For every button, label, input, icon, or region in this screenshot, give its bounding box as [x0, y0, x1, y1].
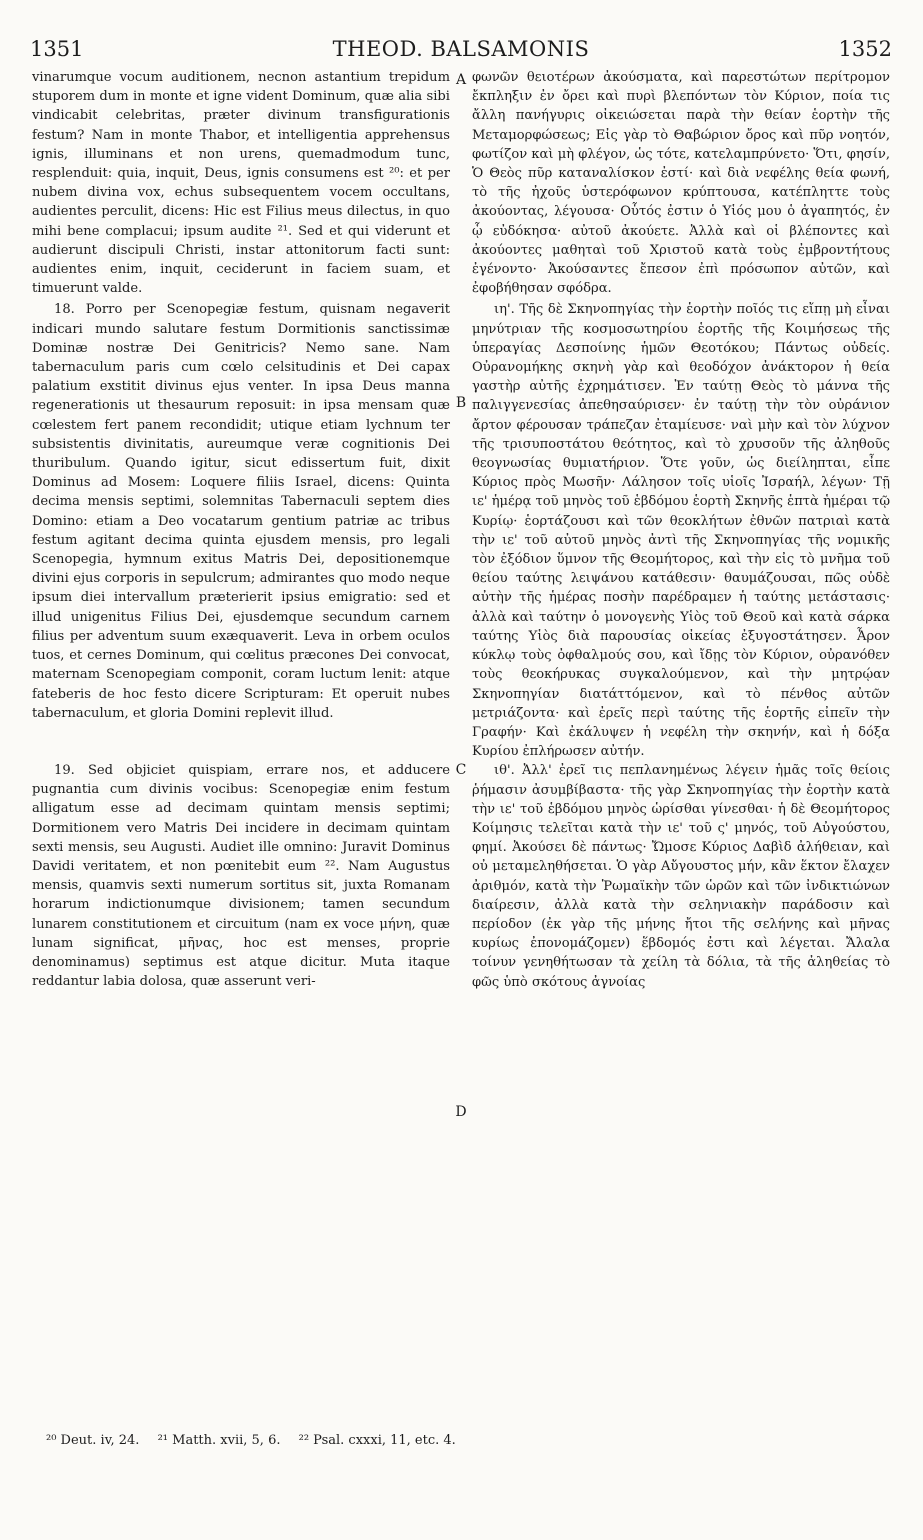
greek-paragraph-18: ιη'. Τῆς δὲ Σκηνοπηγίας τὴν ἑορτὴν ποῖός τις εἴπῃ μὴ εἶναι μηνύτριαν τῆς κοσμοσωτηρίου ἑορτῆς τῆς Κοιμήσεως τῆς ὑπεραγίας Δεσποίνης ἡμῶν Θεοτόκου; Πάντως οὐδείς. Οὐρανομήκης σκηνὴ γὰρ καὶ θεοδόχον ἀνάκτορον ἡ θεία γαστὴρ αὐτῆς ἐχρημάτισεν. Ἐν ταύτῃ Θεὸς τὸ μάννα τῆς παλιγγενεσίας ἀπεθησαύρισεν· ἐν ταύτῃ τὴν τὸν οὐράνιον ἄρτον φέρουσαν τράπεζαν ἐταμίευσε· ναὶ μὴν καὶ τὸν λύχνον τῆς τρισυποστάτου θεότητος, καὶ τὸ χρυσοῦν τῆς ἀληθοῦς θεογνωσίας θυμιατήριον. Ὅτε γοῦν, ὡς διείληπται, εἶπε Κύριος πρὸς Μωσῆν· Λάλησον τοῖς υἱοῖς Ἰσραήλ, λέγων· Τῇ ιε' ἡμέρᾳ τοῦ μηνὸς τοῦ ἑβδόμου ἑορτὴ Σκηνῆς ἑπτὰ ἡμέραι τῷ Κυρίῳ· ἑορτάζουσι καὶ τῶν θεοκλήτων ἐθνῶν πατριαὶ κατὰ τὴν ιε' τοῦ αὐτοῦ μηνὸς ἀντὶ τῆς Σκηνοπηγίας τῆς νομικῆς τὸν ἐξόδιον ὕμνον τῆς Θεομήτορος, καὶ τὴν εἰς τὸ μνῆμα τοῦ θείου ταύτης λειψάνου κατάθεσιν· θαυμάζουσαι, πῶς οὐδὲ αὐτὴν τῆς ἡμέρας ποσὴν παρέδραμεν ἡ ταύτης μετάστασις· ἀλλὰ καὶ ταύτην ὁ μονογενὴς Υἱὸς τοῦ Θεοῦ καὶ κατὰ σάρκα ταύτης Υἱὸς διὰ παρουσίας οἰκείας ἐξυγοστάτησεν. Ἆρον κύκλῳ τοὺς ὀφθαλμούς σου, καὶ ἴδῃς τὸν Κύριον, οὐρανόθεν τοὺς θεοκήρυκας συγκαλούμενον, καὶ τὴν μητρῴαν Σκηνοπηγίαν διατάττόμενον, καὶ τὸ πένθος αὐτῶν μετριάζοντα· καὶ ἐρεῖς περὶ ταύτης τῆς ἑορτῆς εἰπεῖν τὴν Γραφήν· Καὶ ἐκάλυψεν ἡ νεφέλη τὴν σκηνήν, καὶ ἡ δόξα Κυρίου ἐπλήρωσεν αὐτήν.	[472, 302, 890, 760]
footnotes	[46, 1432, 886, 1450]
greek-column	[472, 68, 890, 992]
column-gap	[32, 723, 450, 761]
footnote-21: ²¹ Matth. xvii, 5, 6.	[157, 1433, 281, 1448]
greek-paragraph-19: ιθ'. Ἀλλ' ἐρεῖ τις πεπλανημένως λέγειν ἡμᾶς τοῖς θείοις ῥήμασιν ἀσυμβίβαστα· τῆς γὰρ Σκηνοπηγίας τὴν ἑορτὴν κατὰ τὴν ιε' τοῦ ἑβδόμου μηνὸς ὡρίσθαι γίνεσθαι· ἡ δὲ Θεομήτορος Κοίμησις τελεῖται κατὰ τὴν ιε' τοῦ ς' μηνός, τοῦ Αὐγούστου, φημί. Ἀκούσει δὲ πάντως· Ὤμοσε Κύριος Δαβὶδ ἀλήθειαν, καὶ οὐ μεταμεληθήσεται. Ὁ γὰρ Αὔγουστος μήν, κἂν ἕκτον ἔλαχεν ἀριθμόν, κατὰ τὴν Ῥωμαϊκὴν τῶν ὡρῶν καὶ τῶν ἰνδικτιώνων διαίρεσιν, ἀλλὰ κατὰ τὴν σεληνιακὴν παράδοσιν καὶ περίοδον (ἐκ γὰρ τῆς μήνης ἤτοι τῆς σελήνης καὶ μῆνας κυρίως ἐπονομάζομεν) ἕβδομός ἐστι καὶ λέγεται. Ἄλαλα τοίνυν γενηθήτωσαν τὰ χείλη τὰ δόλια, τὰ τῆς ἀληθείας τὸ φῶς ὑπὸ σκότους ἀγνοίας	[472, 763, 890, 990]
margin-letter-b: B	[455, 395, 467, 411]
margin-letter-d: D	[455, 1104, 467, 1120]
latin-column	[32, 68, 450, 991]
margin-letter-a: A	[455, 72, 467, 88]
latin-paragraph-18: 18. Porro per Scenopegiæ festum, quisnam negaverit indicari mundo salutare festum Dormitionis sanctissimæ Dominæ nostræ Dei Genitricis? Nemo sane. Nam tabernaculum paris cum cœlo celsitudinis et Dei capax palatium exstitit divinus ejus venter. In ipsa Deus manna regenerationis ut thesaurum reposuit: in ipsa mensam quæ cœlestem fert panem recondidit; utique etiam lychnum ter subsistentis divinitatis, aureumque veræ cognitionis Dei thuribulum. Quando igitur, sicut edissertum fuit, dixit Dominus ad Mosem: Loquere filiis Israel, dicens: Quinta decima mensis septimi, solemnitas Tabernaculi septem dies Domino: etiam a Deo vocatarum gentium patriæ ac tribus festum agitant decima quinta ejusdem mensis, pro legali Scenopegia, hymnum exitus Matris Dei, depositionemque divini ejus corporis in sepulcrum; admirantes quo modo neque ipsum diei intervallum præterierit ipsius emigratio: sed et illud unigenitus Filius Dei, ejusdemque secundum carnem filius per adventum suum exæquaverit. Leva in orbem oculos tuos, et cernes Dominum, qui cœlitus præcones Dei convocat, maternam Scenopegiam componit, coram luctum lenit: atque fateberis de hoc festo dicere Scripturam: Et operuit nubes tabernaculum, et gloria Domini replevit illud.	[32, 302, 450, 721]
latin-paragraph-17: vinarumque vocum auditionem, necnon astantium trepidum stuporem dum in monte et igne vident Dominum, quæ alia sibi vindicabit celebritas, præter divinum transfigurationis festum? Nam in monte Thabor, et intelligentia apprehensus ignis, illuminans et non urens, quemadmodum tunc, resplenduit: quia, inquit, Deus, ignis consumens est ²⁰: et per nubem divina vox, echus subsequentem vocem occultans, audientes perculit, dicens: Hic est Filius meus dilectus, in quo mihi bene complacui; ipsum audite ²¹. Sed et qui viderunt et audierunt discipuli Christi, instar attonitorum facti sunt: audientes enim, inquit, ceciderunt in faciem suam, et timuerunt valde.	[32, 70, 450, 297]
running-title: THEOD. BALSAMONIS	[332, 37, 590, 61]
margin-letter-c: C	[455, 762, 467, 778]
footnote-22: ²² Psal. cxxxi, 11, etc. 4.	[298, 1433, 456, 1448]
greek-paragraph-17: φωνῶν θειοτέρων ἀκούσματα, καὶ παρεστώτων περίτρομον ἔκπληξιν ἐν ὄρει καὶ πυρὶ βλεπόντων τὸν Κύριον, ποία τις ἄλλη πανήγυρις οἰκειώσεται παρὰ τὴν θείαν ἑορτὴν τῆς Μεταμορφώσεως; Εἰς γὰρ τὸ Θαβώριον ὄρος καὶ πῦρ νοητόν, φωτίζον καὶ μὴ φλέγον, ὡς τότε, κατελαμπρύνετο· Ὅτι, φησίν, Ὁ Θεὸς πῦρ καταναλίσκον ἐστί· καὶ διὰ νεφέλης θεία φωνή, τὸ τῆς ἠχοῦς ὑστερόφωνον κρύπτουσα, κατέπληττε τοὺς ἀκούοντας, λέγουσα· Οὗτός ἐστιν ὁ Υἱός μου ὁ ἀγαπητός, ἐν ᾧ εὐδόκησα· αὐτοῦ ἀκούετε. Ἀλλὰ καὶ οἱ βλέποντες καὶ ἀκούοντες μαθηταὶ τοῦ Χριστοῦ κατὰ τοὺς ἐμβροντήτους ἐγένοντο· Ἀκούσαντες ἔπεσον ἐπὶ πρόσωπον αὐτῶν, καὶ ἐφοβήθησαν σφόδρα.	[472, 70, 890, 297]
footnote-20: ²⁰ Deut. iv, 24.	[46, 1433, 140, 1448]
latin-paragraph-19: 19. Sed objiciet quispiam, errare nos, et adducere pugnantia cum divinis vocibus: Scenopegiæ enim festum alligatum esse ad decimam quintam mensis septimi; Dormitionem vero Matris Dei incidere in decimam quintam sexti mensis, seu Augusti. Audiet ille omnino: Juravit Dominus Davidi veritatem, et non pœnitebit eum ²². Nam Augustus mensis, quamvis sexti numerum sortitus sit, juxta Romanam horarum indictionumque divisionem; tamen secundum lunarem constitutionem et circuitum (nam ex voce μήνη, quæ lunam significat, μῆνας, hoc est menses, proprie denominamus) septimus est atque dicitur. Muta itaque reddantur labia dolosa, quæ asserunt veri-	[32, 762, 450, 990]
page-number-left: 1351	[30, 37, 84, 61]
page-number-right: 1352	[838, 37, 892, 61]
page-header	[30, 34, 892, 64]
